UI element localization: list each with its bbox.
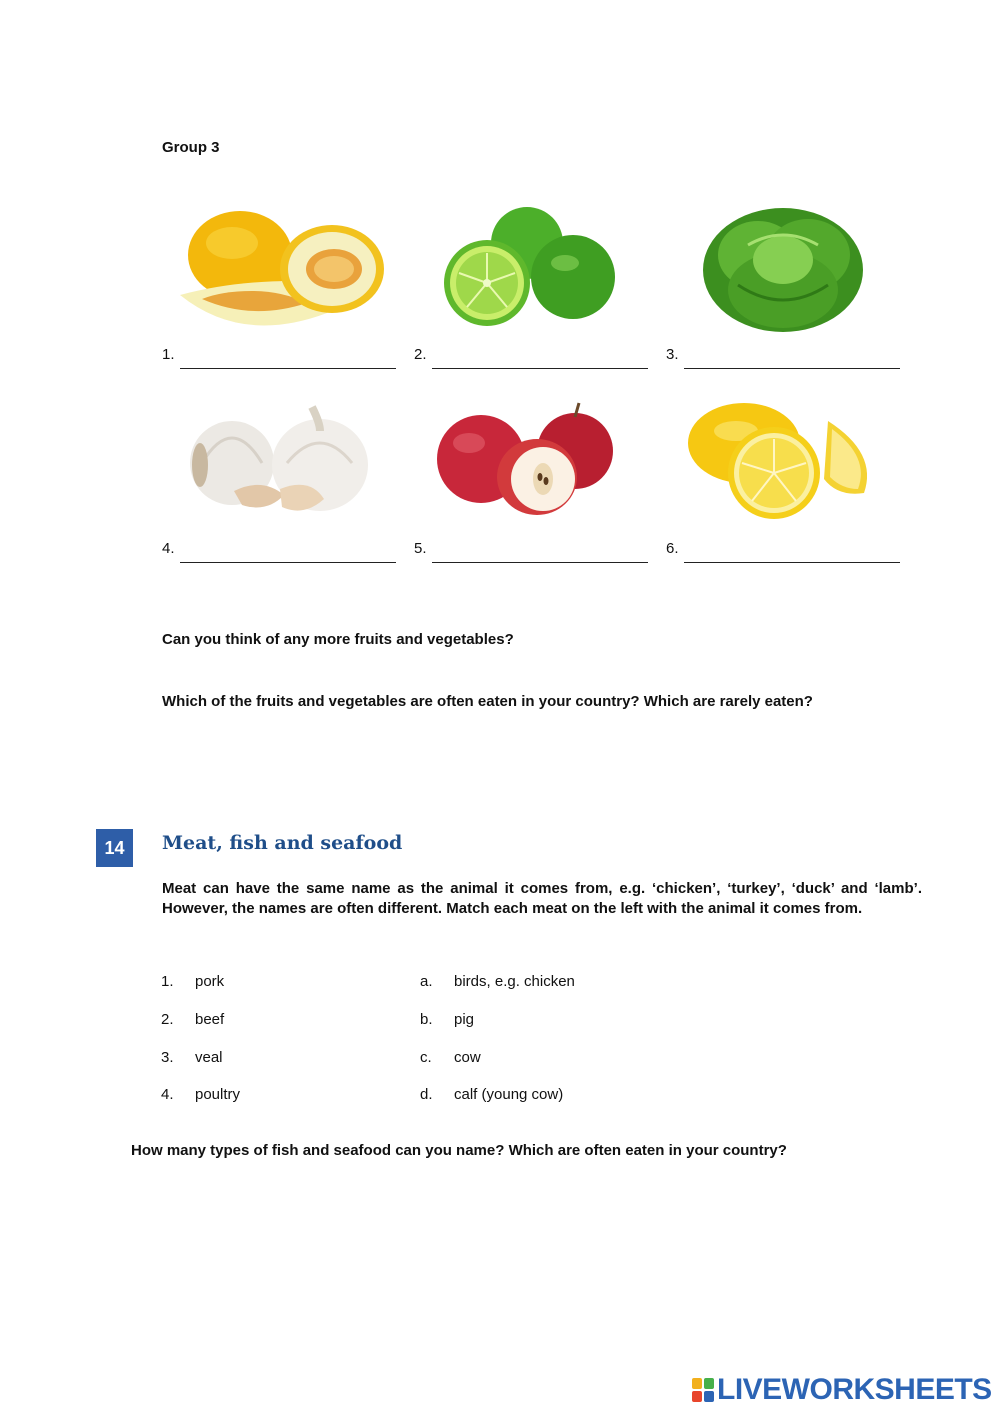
- apple-image: [425, 393, 645, 543]
- answer-field-1[interactable]: [180, 346, 396, 369]
- question-eaten-in-country: Which of the fruits and vegetables are often eaten in your country? Which are rarely eaten?: [162, 693, 813, 710]
- question-fish-seafood: How many types of fish and seafood can you name? Which are often eaten in your country?: [131, 1142, 787, 1159]
- item-number-2: 2.: [414, 346, 427, 363]
- animal-letter: d.: [420, 1086, 433, 1103]
- meat-label: poultry: [195, 1086, 241, 1103]
- question-more-fruits: Can you think of any more fruits and vegetables?: [162, 631, 514, 648]
- lemon-image: [678, 393, 898, 543]
- answer-field-4[interactable]: [180, 540, 396, 563]
- section-number-badge: 14: [96, 829, 133, 867]
- item-number-6: 6.: [666, 540, 679, 557]
- section-title: Meat, fish and seafood: [162, 832, 403, 854]
- animal-label: cow: [454, 1049, 481, 1066]
- animal-label: birds, e.g. chicken: [454, 973, 575, 990]
- meat-label: pork: [195, 973, 225, 990]
- item-number-5: 5.: [414, 540, 427, 557]
- animal-letter: a.: [420, 973, 433, 990]
- meat-number: 1.: [161, 973, 174, 990]
- animal-letter: b.: [420, 1011, 433, 1028]
- liveworksheets-logo: [692, 1374, 992, 1406]
- item-number-3: 3.: [666, 346, 679, 363]
- answer-field-2[interactable]: [432, 346, 648, 369]
- item-number-4: 4.: [162, 540, 175, 557]
- animal-letter: c.: [420, 1049, 432, 1066]
- group-title: Group 3: [162, 139, 220, 156]
- animal-label: calf (young cow): [454, 1086, 564, 1103]
- lettuce-image: [678, 195, 898, 345]
- animal-label: pig: [454, 1011, 475, 1028]
- answer-field-5[interactable]: [432, 540, 648, 563]
- yellow-melon-image: [172, 195, 392, 345]
- lime-image: [425, 195, 645, 345]
- logo-text: LIVEWORKSHEETS: [717, 1373, 992, 1406]
- logo-mark-icon: [692, 1378, 714, 1402]
- answer-field-6[interactable]: [684, 540, 900, 563]
- meat-label: veal: [195, 1049, 223, 1066]
- meat-label: beef: [195, 1011, 225, 1028]
- item-number-1: 1.: [162, 346, 175, 363]
- garlic-image: [172, 393, 392, 543]
- meat-number: 3.: [161, 1049, 174, 1066]
- section-intro: Meat can have the same name as the animal it comes from, e.g. ‘chicken’, ‘turkey’, ‘duck’ and ‘lamb’. However, the names are often different. Match each meat on the left with the animal it comes from.: [162, 880, 922, 917]
- meat-number: 4.: [161, 1086, 174, 1103]
- meat-number: 2.: [161, 1011, 174, 1028]
- answer-field-3[interactable]: [684, 346, 900, 369]
